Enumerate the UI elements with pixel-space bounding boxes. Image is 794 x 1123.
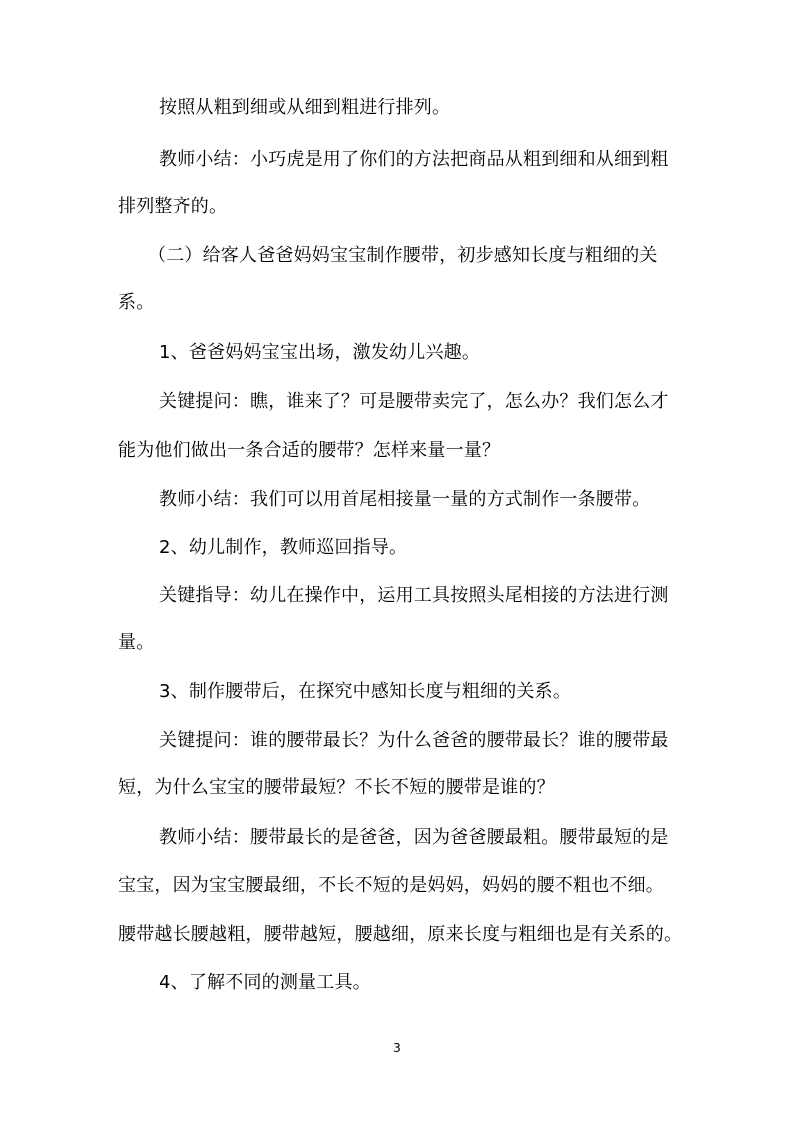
paragraph-text: 按照从粗到细或从细到粗进行排列。 bbox=[159, 97, 451, 118]
paragraph-text: 教师小结：我们可以用首尾相接量一量的方式制作一条腰带。 bbox=[159, 489, 651, 510]
paragraph-text: 排列整齐的。 bbox=[118, 196, 228, 217]
text-line-16 bbox=[0, 826, 794, 866]
paragraph-text: 教师小结：小巧虎是用了你们的方法把商品从粗到细和从细到粗 bbox=[159, 149, 669, 170]
text-line-5 bbox=[0, 291, 794, 331]
text-line-18 bbox=[0, 923, 794, 963]
paragraph-text: 关键指导：幼儿在操作中，运用工具按照头尾相接的方法进行测 bbox=[159, 585, 669, 606]
text-line-7 bbox=[0, 390, 794, 430]
paragraph-text: 量。 bbox=[118, 632, 155, 653]
paragraph-text: （二）给客人爸爸妈妈宝宝制作腰带，初步感知长度与粗细的关 bbox=[148, 245, 658, 266]
paragraph-text: 短，为什么宝宝的腰带最短？不长不短的腰带是谁的？ bbox=[118, 777, 555, 798]
paragraph-text: 腰带越长腰越粗，腰带越短，腰越细，原来长度与粗细也是有关系的。 bbox=[118, 924, 683, 945]
text-line-10 bbox=[0, 536, 794, 576]
text-line-4 bbox=[0, 244, 794, 284]
paragraph-text: 宝宝，因为宝宝腰最细，不长不短的是妈妈，妈妈的腰不粗也不细。 bbox=[118, 875, 664, 896]
paragraph-text: 关键提问：谁的腰带最长？为什么爸爸的腰带最长？谁的腰带最 bbox=[159, 730, 669, 751]
text-line-6 bbox=[0, 341, 794, 381]
text-line-11 bbox=[0, 584, 794, 624]
text-line-15 bbox=[0, 776, 794, 816]
paragraph-text: 教师小结：腰带最长的是爸爸，因为爸爸腰最粗。腰带最短的是 bbox=[159, 827, 669, 848]
paragraph-text: 1、爸爸妈妈宝宝出场，激发幼儿兴趣。 bbox=[159, 342, 481, 363]
paragraph-text: 2、幼儿制作，教师巡回指导。 bbox=[159, 537, 408, 558]
text-line-17 bbox=[0, 874, 794, 914]
text-line-1 bbox=[0, 96, 794, 136]
text-line-9 bbox=[0, 488, 794, 528]
text-line-19 bbox=[0, 971, 794, 1011]
paragraph-text: 系。 bbox=[118, 292, 155, 313]
text-line-8 bbox=[0, 439, 794, 479]
text-line-12 bbox=[0, 631, 794, 671]
paragraph-text: 能为他们做出一条合适的腰带？怎样来量一量？ bbox=[118, 440, 501, 461]
paragraph-text: 3、制作腰带后，在探究中感知长度与粗细的关系。 bbox=[159, 681, 572, 702]
paragraph-text: 关键提问：瞧，谁来了？可是腰带卖完了，怎么办？我们怎么才 bbox=[159, 391, 669, 412]
text-line-3 bbox=[0, 195, 794, 235]
text-line-2 bbox=[0, 148, 794, 188]
page-number: 3 bbox=[393, 1041, 401, 1055]
text-line-14 bbox=[0, 729, 794, 769]
text-line-13 bbox=[0, 680, 794, 720]
paragraph-text: 4、了解不同的测量工具。 bbox=[159, 972, 371, 993]
